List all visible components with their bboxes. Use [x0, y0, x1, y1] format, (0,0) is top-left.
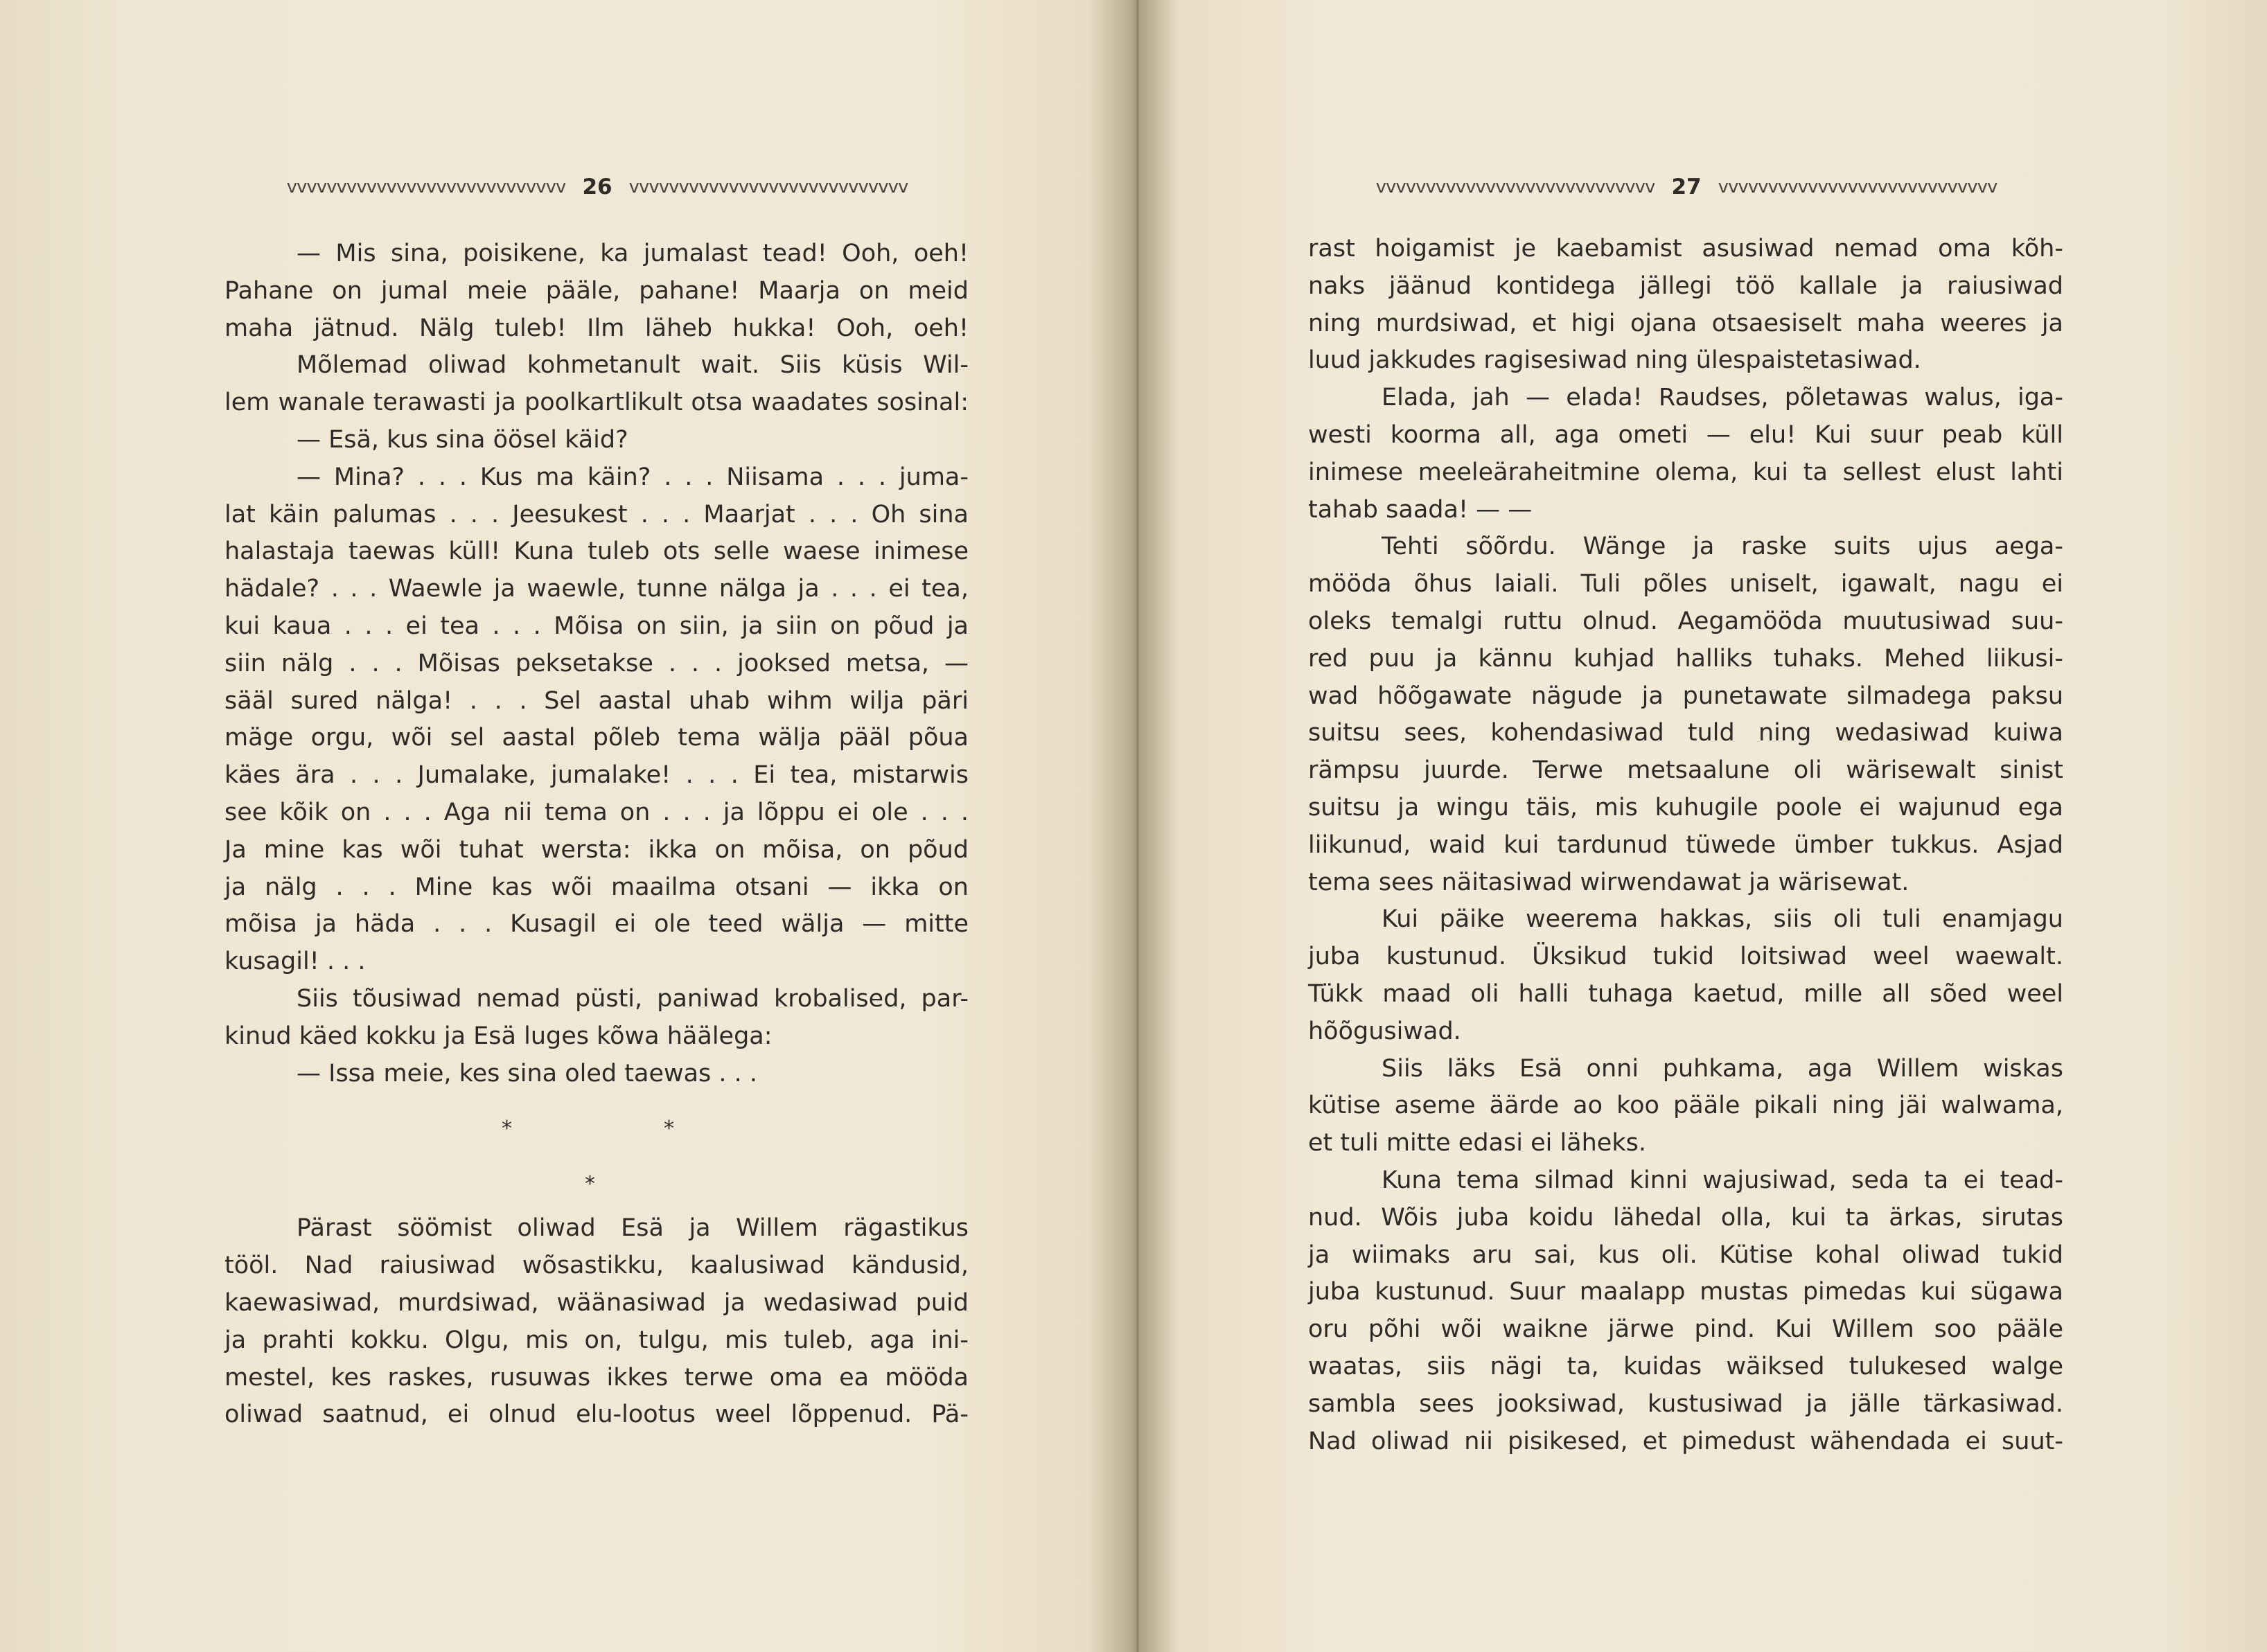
text-line: ning murdsiwad, et higi ojana otsaesiselt maha weeres ja	[1308, 309, 2063, 337]
text-line: ja wiimaks aru sai, kus oli. Kütise kohal oliwad tukid	[1308, 1241, 2063, 1269]
right-page	[1142, 0, 2267, 1652]
text-line: red puu ja kännu kuhjad halliks tuhaks. Mehed liikusi-	[1308, 644, 2063, 673]
text-line: nud. Wõis juba koidu lähedal olla, kui ta ärkas, sirutas	[1308, 1203, 2063, 1232]
text-line: wad hõõgawate nägude ja punetawate silmadega paksu	[1308, 682, 2063, 710]
text-line: halastaja taewas küll! Kuna tuleb ots selle waese inimese	[224, 538, 969, 566]
separator-asterisk: *	[502, 1117, 512, 1142]
separator-asterisk: *	[585, 1172, 595, 1197]
text-line: rämpsu juurde. Terwe metsaalune oli wärisewalt sinist	[1308, 756, 2063, 785]
separator-asterisk: *	[664, 1117, 674, 1142]
text-line: sambla sees jooksiwad, kustusiwad ja jälle tärkasiwad.	[1308, 1389, 2063, 1418]
text-line: westi koorma all, aga ometi — elu! Kui suur peab küll	[1308, 420, 2063, 449]
text-line: Kuna tema silmad kinni wajusiwad, seda ta ei tead-	[1382, 1166, 2063, 1194]
text-line: liikunud, waid kui tardunud tüwede ümber tukkus. Asjad	[1308, 831, 2063, 859]
text-line: lat käin palumas . . . Jeesukest . . . Maarjat . . . Oh sina	[224, 500, 969, 529]
right-page-header	[1309, 175, 2063, 199]
text-line: kütise aseme äärde ao koo pääle pikali ning jäi walwama,	[1308, 1092, 2063, 1120]
page-number: 26	[582, 175, 612, 199]
text-line: käes ära . . . Jumalake, jumalake! . . . Ei tea, mistarwis	[224, 761, 969, 790]
text-line: waatas, siis nägi ta, kuidas wäiksed tulukesed walge	[1308, 1352, 2063, 1380]
text-line: Pärast söömist oliwad Esä ja Willem rägastikus	[297, 1214, 969, 1243]
text-line: juba kustunud. Üksikud tukid loitsiwad weel waewalt.	[1308, 943, 2063, 971]
text-line: oru põhi wõi waikne järwe pind. Kui Willem soo pääle	[1308, 1315, 2063, 1344]
section-separator	[224, 1106, 969, 1210]
text-line: Pahane on jumal meie pääle, pahane! Maarja on meid	[224, 276, 969, 305]
text-line: suitsu ja wingu täis, mis kuhugile poole ei wajunud ega	[1308, 793, 2063, 821]
left-page-header	[227, 175, 967, 199]
text-line: Tehti sõõrdu. Wänge ja raske suits ujus aega-	[1382, 533, 2063, 561]
text-line: sääl sured nälga! . . . Sel aastal uhab wihm wilja päri	[224, 686, 969, 715]
text-line: Siis läks Esä onni puhkama, aga Willem wiskas	[1382, 1054, 2063, 1083]
text-line: oliwad saatnud, ei olnud elu-lootus weel lõppenud. Pä-	[224, 1401, 969, 1429]
text-line: mööda õhus laiali. Tuli põles uniselt, igawalt, nagu ei	[1308, 570, 2063, 598]
text-line: mestel, kes raskes, rusuwas ikkes terwe oma ea mööda	[224, 1363, 969, 1392]
header-ornament-right: vvvvvvvvvvvvvvvvvvvvvvvvvvvv	[628, 177, 908, 197]
text-line: — Mina? . . . Kus ma käin? . . . Niisama . . . juma-	[297, 463, 969, 491]
book-gutter	[1136, 0, 1139, 1652]
text-line: hõõgusiwad.	[1308, 1017, 1461, 1045]
text-line: — Issa meie, kes sina oled taewas . . .	[297, 1059, 758, 1087]
text-line: tahab saada! — —	[1308, 495, 1533, 524]
text-line: oleks temalgi ruttu olnud. Aegamööda muutusiwad suu-	[1308, 607, 2063, 635]
text-line: siin nälg . . . Mõisas peksetakse . . . jooksed metsa, —	[224, 649, 969, 677]
text-line: tema sees näitasiwad wirwendawat ja wärisewat.	[1308, 868, 1909, 896]
text-line: naks jäänud kontidega jällegi töö kallale ja raiusiwad	[1308, 272, 2063, 300]
text-line: kui kaua . . . ei tea . . . Mõisa on siin, ja siin on põud ja	[224, 612, 969, 640]
text-line: luud jakkudes ragisesiwad ning ülespaistetasiwad.	[1308, 346, 1921, 375]
text-line: Siis tõusiwad nemad püsti, paniwad krobalised, par-	[297, 984, 969, 1013]
text-line: kusagil! . . .	[224, 948, 366, 976]
text-line: kinud käed kokku ja Esä luges kõwa häälega:	[224, 1022, 773, 1050]
text-line: rast hoigamist je kaebamist asusiwad nemad oma kõh-	[1308, 235, 2063, 263]
text-line: — Esä, kus sina öösel käid?	[297, 425, 628, 454]
text-line: lem wanale terawasti ja poolkartlikult otsa waadates sosinal:	[224, 389, 969, 417]
text-line: tööl. Nad raiusiwad wõsastikku, kaalusiwad kändusid,	[224, 1252, 969, 1280]
text-line: juba kustunud. Suur maalapp mustas pimedas kui sügawa	[1308, 1278, 2063, 1306]
right-page-text	[1308, 231, 2063, 1460]
text-line: hädale? . . . Waewle ja waewle, tunne nälga ja . . . ei tea,	[224, 575, 969, 603]
text-line: ja nälg . . . Mine kas wõi maailma otsani — ikka on	[224, 873, 969, 901]
text-line: see kõik on . . . Aga nii tema on . . . ja lõppu ei ole . . .	[224, 798, 969, 826]
text-line: maha jätnud. Nälg tuleb! Ilm läheb hukka! Ooh, oeh!	[224, 314, 969, 342]
left-page-text	[224, 236, 969, 1434]
text-line: Ja mine kas wõi tuhat wersta: ikka on mõisa, on põud	[224, 835, 969, 864]
text-line: mõisa ja häda . . . Kusagil ei ole teed wälja — mitte	[224, 910, 969, 939]
text-line: Nad oliwad nii pisikesed, et pimedust wähendada ei suut-	[1308, 1427, 2063, 1455]
header-ornament-left: vvvvvvvvvvvvvvvvvvvvvvvvvvvv	[1375, 177, 1655, 197]
text-line: mäge orgu, wõi sel aastal põleb tema wälja pääl põua	[224, 724, 969, 752]
text-line: Kui päike weerema hakkas, siis oli tuli enamjagu	[1382, 905, 2063, 934]
header-ornament-right: vvvvvvvvvvvvvvvvvvvvvvvvvvvv	[1718, 177, 1997, 197]
text-line: et tuli mitte edasi ei läheks.	[1308, 1129, 1646, 1157]
text-line: inimese meeleäraheitmine olema, kui ta sellest elust lahti	[1308, 458, 2063, 486]
text-line: Tükk maad oli halli tuhaga kaetud, mille all sõed weel	[1308, 979, 2063, 1008]
text-line: — Mis sina, poisikene, ka jumalast tead! Ooh, oeh!	[297, 240, 969, 267]
text-line: kaewasiwad, murdsiwad, wäänasiwad ja wedasiwad puid	[224, 1288, 969, 1317]
text-line: ja prahti kokku. Olgu, mis on, tulgu, mis tuleb, aga ini-	[224, 1326, 969, 1354]
text-line: suitsu sees, kohendasiwad tuld ning wedasiwad kuiwa	[1308, 719, 2063, 747]
text-line: Mõlemad oliwad kohmetanult wait. Siis küsis Wil-	[297, 351, 969, 380]
text-line: Elada, jah — elada! Raudses, põletawas walus, iga-	[1382, 384, 2063, 412]
page-number: 27	[1671, 175, 1702, 199]
header-ornament-left: vvvvvvvvvvvvvvvvvvvvvvvvvvvv	[286, 177, 566, 197]
